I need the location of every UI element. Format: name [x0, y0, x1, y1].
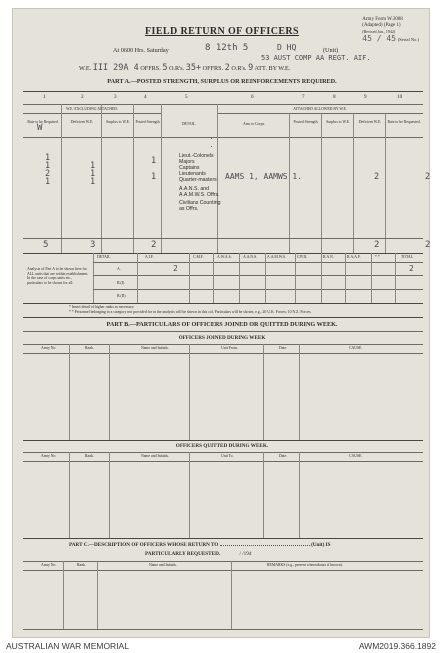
- ors2-handwritten: 9: [248, 63, 254, 73]
- col1-value: 2: [45, 169, 51, 179]
- quitted-col: CAUSE.: [349, 454, 363, 458]
- col-number: 9: [364, 94, 367, 100]
- we-label: W.E.: [79, 65, 92, 72]
- part-a-heading: PART A.—POSTED STRENGTH, SURPLUS OR REINFORCEMENTS REQUIRED.: [107, 78, 337, 85]
- part-c-line2: [145, 551, 251, 557]
- rank-item: Civilians Counting: [179, 200, 221, 206]
- analysis-text: Analysis of Part A to be shown here for ALL units that are within establishment. In the case of corps units etc., particulars to be shown for all.: [27, 267, 89, 285]
- we-excl-header: W.E. EXCLUDING ATTACHED.: [66, 107, 118, 111]
- offrs-label: OFFRS.: [140, 65, 161, 72]
- subheader: Posted Strength.: [293, 120, 319, 124]
- col4-values: [151, 153, 156, 185]
- joined-title: OFFICERS JOINED DURING WEEK: [178, 335, 266, 341]
- side-mark-left: W: [37, 123, 43, 133]
- joined-col: Army No.: [41, 346, 57, 350]
- asterisk-mark: •: [211, 137, 213, 141]
- footer-right: AWM2019.366.1892: [358, 641, 436, 651]
- col-number: 2: [81, 94, 84, 100]
- rank-list: [179, 153, 221, 212]
- form-ref-line2: (Adapted) (Page 1): [362, 23, 401, 28]
- analysis-header: TOTAL: [401, 255, 414, 259]
- analysis-total-value: 2: [409, 264, 414, 273]
- part-c-requested: PARTICULARLY REQUESTED.: [145, 551, 221, 557]
- offrs2-handwritten: 2: [224, 63, 230, 73]
- analysis-header: * *: [375, 255, 380, 259]
- rank-item: Lieutenants: [179, 171, 206, 177]
- joined-col: Name and Initials.: [141, 346, 169, 350]
- rank-item: Majors: [179, 159, 195, 165]
- joined-col: CAUSE.: [349, 346, 363, 350]
- part-c-col: Army No.: [41, 563, 57, 567]
- col1-value: 1: [45, 153, 51, 163]
- analysis-header: DETAIL: [97, 255, 111, 259]
- col4-value: 1: [151, 172, 157, 182]
- total-col9: 2: [374, 240, 380, 250]
- analysis-header: A.W.A.S.: [217, 255, 232, 259]
- form-ref-line3: (Revised Jan., 1942): [362, 29, 396, 34]
- unit-line2-handwritten: 53 AUST COMP AA REGT. AIF.: [261, 54, 371, 62]
- col1-value: 1: [45, 161, 51, 171]
- subheader: Rate to be Required.: [27, 120, 59, 124]
- arm-corps-value: AAMS 1, AAMWS 1.: [225, 172, 303, 181]
- analysis-aif-value: 2: [173, 264, 178, 273]
- analysis-row-label: A.: [117, 267, 121, 271]
- subheader: Deficient W.E.: [358, 120, 382, 124]
- part-c-date: / /194: [239, 551, 252, 557]
- quitted-col: Name and Initials.: [141, 454, 169, 458]
- col10-value: 2: [425, 172, 431, 182]
- subheader: Arm or Corps.: [242, 122, 266, 126]
- col1-values: [45, 154, 50, 186]
- date-handwritten: 8 12th 5: [205, 43, 249, 53]
- ors-label: O.R's.: [169, 65, 185, 72]
- subheader: Posted Strength.: [135, 120, 161, 124]
- total-col2: 3: [90, 240, 96, 250]
- offrs2-label: OFFRS.: [202, 65, 224, 72]
- quitted-col: Army No.: [41, 454, 57, 458]
- analysis-header: CIVIL: [297, 255, 308, 259]
- unit-label: (Unit): [323, 47, 339, 54]
- offrs-handwritten: 5: [162, 63, 168, 73]
- asterisk-mark: •: [211, 145, 213, 149]
- rank-item: Lieut.-Colonels: [179, 153, 214, 159]
- quitted-col: Date.: [279, 454, 288, 458]
- quitted-title: OFFICERS QUITTED DURING WEEK.: [175, 443, 269, 449]
- col-number: 6: [251, 94, 254, 100]
- analysis-header: A.I.F.: [145, 255, 154, 259]
- we-handwritten: III 29A 4: [92, 63, 139, 73]
- col-number: 10: [397, 94, 403, 100]
- col-number: 4: [144, 94, 147, 100]
- serial-number: 45 / 45: [362, 34, 396, 43]
- analysis-header: A.A.N.S.: [243, 255, 258, 259]
- rank-item: Captains: [179, 165, 200, 171]
- document-page: [12, 8, 430, 638]
- total-col1: 5: [43, 240, 49, 250]
- rank-item: A.A.N.S. and: [179, 186, 209, 192]
- subheader: Deficient W.E.: [70, 120, 94, 124]
- part-c-header-row: [13, 563, 431, 569]
- at-time-text: At 0600 Hrs. Saturday: [113, 47, 169, 54]
- analysis-header: C.M.F.: [193, 255, 204, 259]
- part-c-heading-line: [69, 542, 331, 548]
- part-c-col: REMARKS (e.g., present whereabouts if known).: [267, 563, 343, 567]
- attached-header: ATTACHED ALLOWED BY W.E.: [293, 107, 347, 111]
- page-title: FIELD RETURN OF OFFICERS: [145, 26, 299, 37]
- joined-col: Rank.: [85, 346, 94, 350]
- unit-handwritten: D HQ: [277, 43, 297, 52]
- serial-label: (Serial No.): [397, 37, 419, 42]
- quitted-header-row: [13, 454, 431, 460]
- analysis-header-row: [93, 255, 423, 261]
- col-number: 8: [333, 94, 336, 100]
- part-b-heading: PART B.—PARTICULARS OF OFFICERS JOINED OR QUITTED DURING WEEK.: [106, 321, 338, 328]
- analysis-header: A.A.M.W.S.: [267, 255, 286, 259]
- joined-col: Date.: [279, 346, 288, 350]
- att-text: ATT. BY W.E.: [254, 65, 291, 72]
- we-line: [79, 63, 290, 73]
- part-c-col: Rank.: [77, 563, 86, 567]
- analysis-header: R.A.A.F.: [347, 255, 361, 259]
- analysis-row-label: B.(I): [117, 281, 125, 285]
- rank-item: Quarter-masters: [179, 177, 217, 183]
- col2-value: 1: [90, 161, 96, 171]
- col9-value: 2: [374, 172, 380, 182]
- col2-value: 1: [90, 177, 96, 187]
- quitted-col: Rank.: [85, 454, 94, 458]
- analysis-row-label: B.(II): [117, 294, 126, 298]
- total-col10: 2: [425, 240, 431, 250]
- col1-value: 1: [45, 177, 51, 187]
- part-c-heading: PART C.—DESCRIPTION OF OFFICERS WHOSE RETURN TO: [69, 542, 219, 548]
- col-number: 3: [114, 94, 117, 100]
- col-numbers: [13, 94, 431, 102]
- col-number: 5: [185, 94, 188, 100]
- ors-handwritten: 35+: [185, 63, 202, 73]
- analysis-header: R.A.N.: [323, 255, 334, 259]
- form-ref-line1: Army Form W.3008: [362, 17, 403, 22]
- footer-left: AUSTRALIAN WAR MEMORIAL: [6, 641, 129, 651]
- footnote-1: * Insert detail of higher ranks as necessary.: [69, 305, 135, 309]
- col2-value: 1: [90, 169, 96, 179]
- quitted-col: Unit To.: [221, 454, 234, 458]
- rank-item: as Offrs.: [179, 206, 199, 212]
- total-col4: 2: [151, 240, 157, 250]
- rank-item: A.A.M.W.S. Offrs.: [179, 192, 220, 198]
- col4-value: 1: [151, 156, 157, 166]
- ors2-label: O.R's.: [231, 65, 247, 72]
- part-c-unit-label: (Unit) IS: [311, 542, 331, 548]
- subheader: DETAIL.: [181, 122, 197, 126]
- part-c-col: Name and Initials.: [149, 563, 177, 567]
- joined-col: Unit From.: [221, 346, 238, 350]
- col-number: 1: [43, 94, 46, 100]
- joined-header-row: [13, 346, 431, 352]
- footnote-2: * * Personnel belonging to a category not provided for in the analysis will be shown in this col. Particulars will be shown, e.g., 20 U.K. Forces; 10 N.Z. Forces.: [69, 310, 312, 314]
- col2-values: [90, 162, 95, 186]
- subheader: Surplus to W.E.: [326, 120, 350, 124]
- subheader: Surplus to W.E.: [106, 120, 130, 124]
- col-number: 7: [302, 94, 305, 100]
- subheader: Rate to be Requested.: [387, 120, 421, 124]
